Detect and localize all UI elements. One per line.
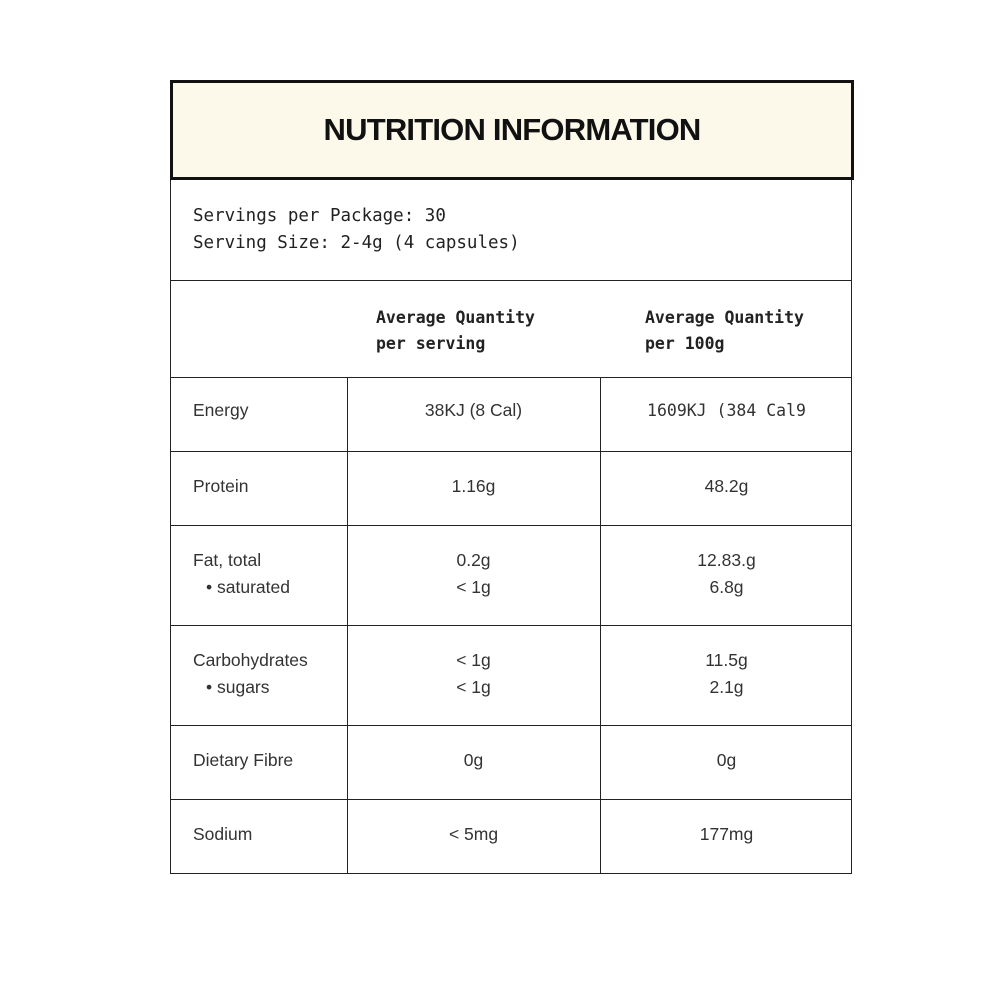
servings-per-package: Servings per Package: 30 <box>193 206 446 226</box>
divider <box>171 280 851 281</box>
value-per-serving: < 5mg <box>448 824 499 844</box>
header-per-100g: Average Quantity per 100g <box>645 308 804 353</box>
nutrient-label: Energy <box>193 400 249 420</box>
panel-title: NUTRITION INFORMATION <box>323 112 701 147</box>
table-row <box>171 377 851 451</box>
value-per-100g: 48.2g <box>704 476 749 496</box>
value-per-serving: < 1g < 1g <box>456 650 491 697</box>
table-row <box>171 725 851 799</box>
value-per-100g: 1609KJ (384 Cal9 <box>647 401 806 420</box>
nutrition-panel <box>170 80 852 874</box>
value-per-100g: 0g <box>716 750 737 770</box>
value-per-serving: 38KJ (8 Cal) <box>424 400 523 420</box>
table-row <box>171 625 851 725</box>
value-per-100g: 11.5g 2.1g <box>705 650 748 697</box>
value-per-100g: 12.83.g 6.8g <box>697 550 756 597</box>
table-row <box>171 799 851 874</box>
table-row <box>171 525 851 625</box>
table-row <box>171 451 851 525</box>
nutrient-label: Carbohydrates • sugars <box>193 647 308 701</box>
nutrient-label: Sodium <box>193 824 253 844</box>
title-box <box>170 80 854 180</box>
nutrient-label: Dietary Fibre <box>193 750 294 770</box>
nutrient-label: Protein <box>193 476 249 496</box>
value-per-serving: 0g <box>463 750 484 770</box>
sub-nutrient-label: • sugars <box>206 677 270 697</box>
serving-size: Serving Size: 2-4g (4 capsules) <box>193 233 520 253</box>
servings-info <box>193 203 520 257</box>
value-per-serving: 0.2g < 1g <box>456 550 491 597</box>
header-per-serving: Average Quantity per serving <box>376 308 535 353</box>
nutrient-label: Fat, total • saturated <box>193 547 290 601</box>
sub-nutrient-label: • saturated <box>206 577 290 597</box>
value-per-serving: 1.16g <box>451 476 496 496</box>
value-per-100g: 177mg <box>699 824 754 844</box>
